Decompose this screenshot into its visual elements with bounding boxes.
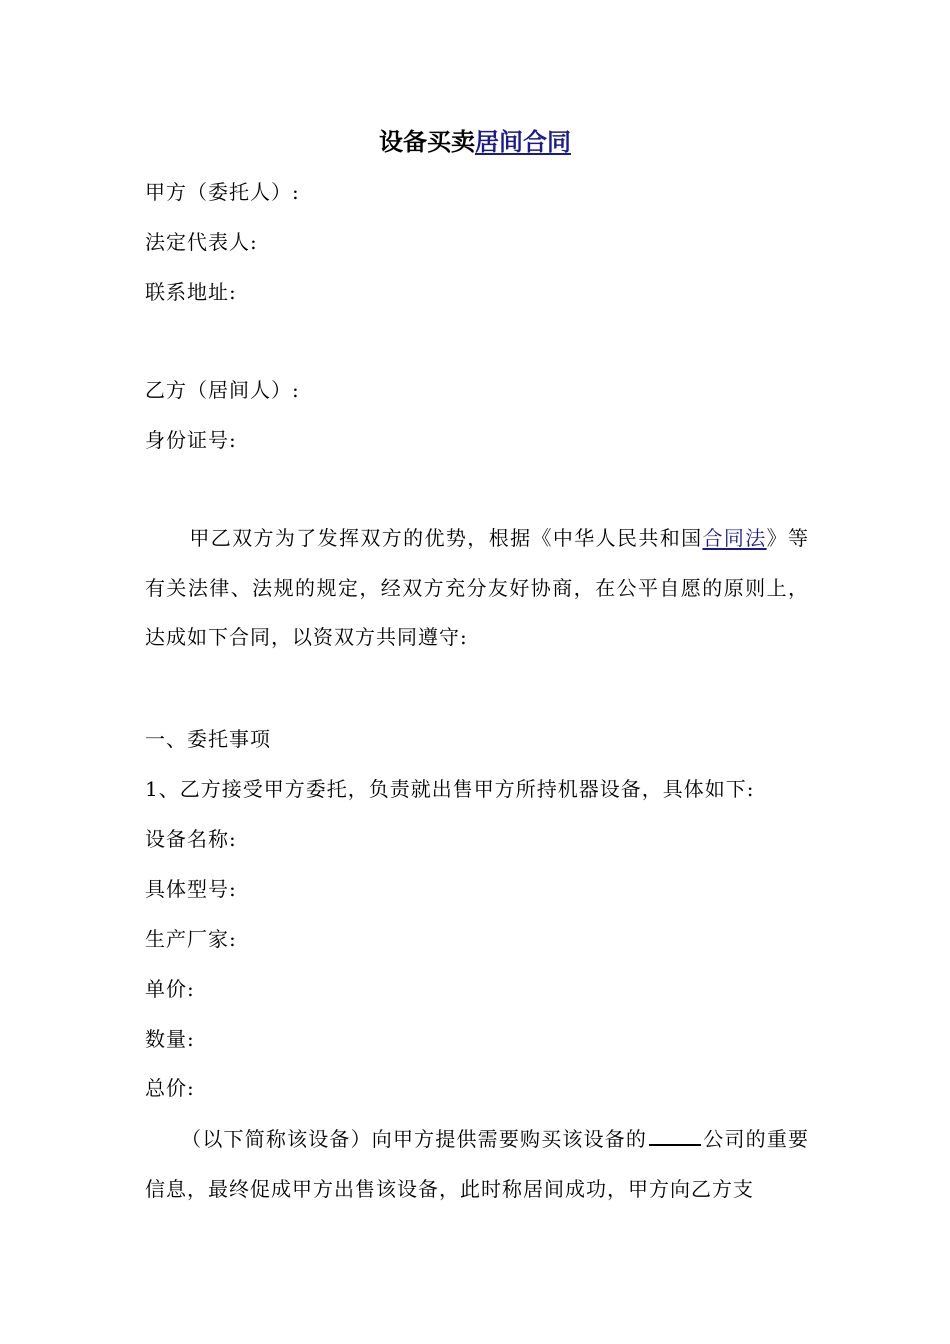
- field-quantity: 数量:: [145, 1027, 195, 1051]
- party-a-label: 甲方（委托人）:: [145, 180, 300, 204]
- field-manufacturer: 生产厂家:: [145, 927, 237, 951]
- intro-text-after: 》等有关法律、法规的规定，经双方充分友好协商，在公平自愿的原则上，达成如下合同，以资双方共同遵守:: [145, 526, 810, 649]
- clause-paragraph: [145, 1115, 809, 1214]
- clause-text-before: （以下简称该设备）向甲方提供需要购买该设备的: [181, 1127, 648, 1151]
- title-prefix: 设备买卖: [379, 127, 475, 156]
- fill-in-blank: [649, 1126, 701, 1146]
- intro-paragraph: [145, 514, 809, 663]
- field-unit-price: 单价:: [145, 977, 195, 1001]
- clause-text-after: 公司的重要信息，最终促成甲方出售该设备，此时称居间成功，甲方向乙方支: [145, 1127, 810, 1201]
- document-title: [0, 124, 950, 160]
- title-link[interactable]: 居间合同: [475, 127, 571, 156]
- party-b-id-number: 身份证号:: [145, 428, 237, 452]
- contract-law-link[interactable]: 合同法: [702, 526, 767, 550]
- intro-text-before: 甲乙双方为了发挥双方的优势，根据《中华人民共和国: [189, 526, 703, 550]
- field-model: 具体型号:: [145, 877, 237, 901]
- section-1-item-1: 1、乙方接受甲方委托，负责就出售甲方所持机器设备，具体如下:: [145, 777, 755, 801]
- party-a-representative: 法定代表人:: [145, 230, 258, 254]
- field-total-price: 总价:: [145, 1076, 195, 1100]
- field-equipment-name: 设备名称:: [145, 827, 237, 851]
- party-b-label: 乙方（居间人）:: [145, 378, 300, 402]
- party-a-address: 联系地址:: [145, 280, 237, 304]
- section-1-heading: 一、委托事项: [145, 727, 271, 751]
